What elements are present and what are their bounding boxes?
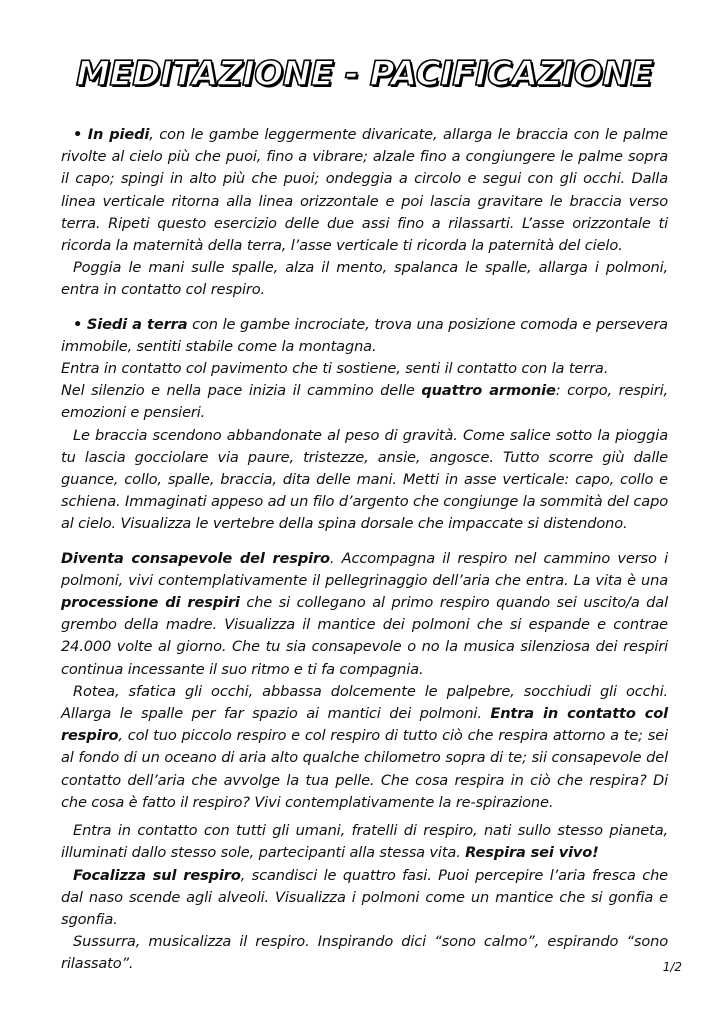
lead-phrase: Siedi a terra <box>86 315 188 333</box>
paragraph-siedi <box>61 314 668 358</box>
bullet: • <box>73 315 83 333</box>
paragraph-in-piedi <box>61 124 668 257</box>
page-number: 1/2 <box>662 960 682 974</box>
paragraph-poggia: Poggia le mani sulle spalle, alza il mento, spalanca le spalle, allarga i polmoni, entra in contatto col respiro. <box>61 259 668 299</box>
paragraph-umani: Entra in contatto con tutti gli umani, fratelli di respiro, nati sullo stesso pianeta, illuminati dallo stesso sole, partecipanti alla stessa vita. Respira sei vivo! <box>61 822 668 862</box>
bold-phrase: quattro armonie <box>421 382 556 400</box>
bold-phrase: Respira sei vivo! <box>465 844 599 862</box>
bold-phrase: Entra in contatto col respiro <box>61 705 668 745</box>
paragraph-braccia: Le braccia scendono abbandonate al peso di gravità. Come salice sotto la pioggia tu lascia gocciolare via paure, tristezze, ansie, angosce. Tutto scorre giù dalle guance, collo, spalle, braccia, dita delle mani. Metti in asse verticale: capo, collo e schiena. Immaginati appeso ad un filo d’argento che congiunge la sommità del capo al cielo. Visualizza le vertebre della spina dorsale che impaccate si distendono. <box>61 426 668 533</box>
bullet: • <box>73 126 83 143</box>
paragraph-text: con le gambe incrociate, trova una posizione comoda e persevera immobile, sentiti stabile come la montagna. <box>61 315 668 355</box>
paragraph-text: , con le gambe leggermente divaricate, allarga le braccia con le palme rivolte al cielo più che puoi, fino a vibrare; alzale fino a congiungere le palme sopra il capo; spingi in alto più che puoi; ondeggia a circolo e segui con gli occhi. Dalla linea verticale ritorna alla linea orizzontale e poi lascia gravitare le braccia verso terra. Ripeti questo esercizio delle due assi fino a rilassarti. L’asse orizzontale ti ricorda la maternità della terra, l’asse verticale ti ricorda la paternità del cielo. <box>61 126 668 255</box>
paragraph-consapevole: Diventa consapevole del respiro. Accompagna il respiro nel cammino verso i polmoni, vivi contemplativamente il pellegrinaggio dell’aria che entra. La vita è una processione di respiri che si collegano al primo respiro quando sei uscito/a dal grembo della madre. Visualizza il mantice dei polmoni che si espande e contrae 24.000 volte al giorno. Che tu sia consapevole o no la musica silenziosa dei respiri continua incessante il suo ritmo e ti fa compagnia. <box>61 549 668 678</box>
bold-phrase: processione di respiri <box>61 594 240 612</box>
paragraph-rotea: Rotea, sfatica gli occhi, abbassa dolcemente le palpebre, socchiudi gli occhi. Allarga le spalle per far spazio ai mantici dei polmoni. Entra in contatto col respiro, col tuo piccolo respiro e col respiro di tutto ciò che respira attorno a te; sei al fondo di un oceano di aria alto qualche chilometro sopra di te; sii consapevole del contatto dell’aria che avvolge la tua pelle. Che cosa respira in ciò che respira? Di che cosa è fatto il respiro? Vivi contemplativamente la re-spirazione. <box>61 682 668 811</box>
lead-phrase: Diventa consapevole del respiro <box>61 549 330 567</box>
paragraph-focalizza: Focalizza sul respiro, scandisci le quattro fasi. Puoi percepire l’aria fresca che dal naso scende agli alveoli. Visualizza i polmoni come un mantice che si gonfia e sgonfia. <box>61 866 668 928</box>
page-title: MEDITAZIONE - PACIFICAZIONE <box>76 54 653 94</box>
paragraph-silenzio: Nel silenzio e nella pace inizia il cammino delle quattro armonie: corpo, respiri, emozioni e pensieri. <box>61 382 668 422</box>
lead-phrase: Focalizza sul respiro <box>73 866 241 884</box>
lead-phrase: In piedi <box>87 126 150 143</box>
paragraph-pavimento: Entra in contatto col pavimento che ti sostiene, senti il contatto con la terra. <box>61 360 609 378</box>
paragraph-sussurra: Sussurra, musicalizza il respiro. Inspirando dici “sono calmo”, espirando “sono rilassato”. <box>61 933 668 973</box>
document-body <box>61 124 668 976</box>
